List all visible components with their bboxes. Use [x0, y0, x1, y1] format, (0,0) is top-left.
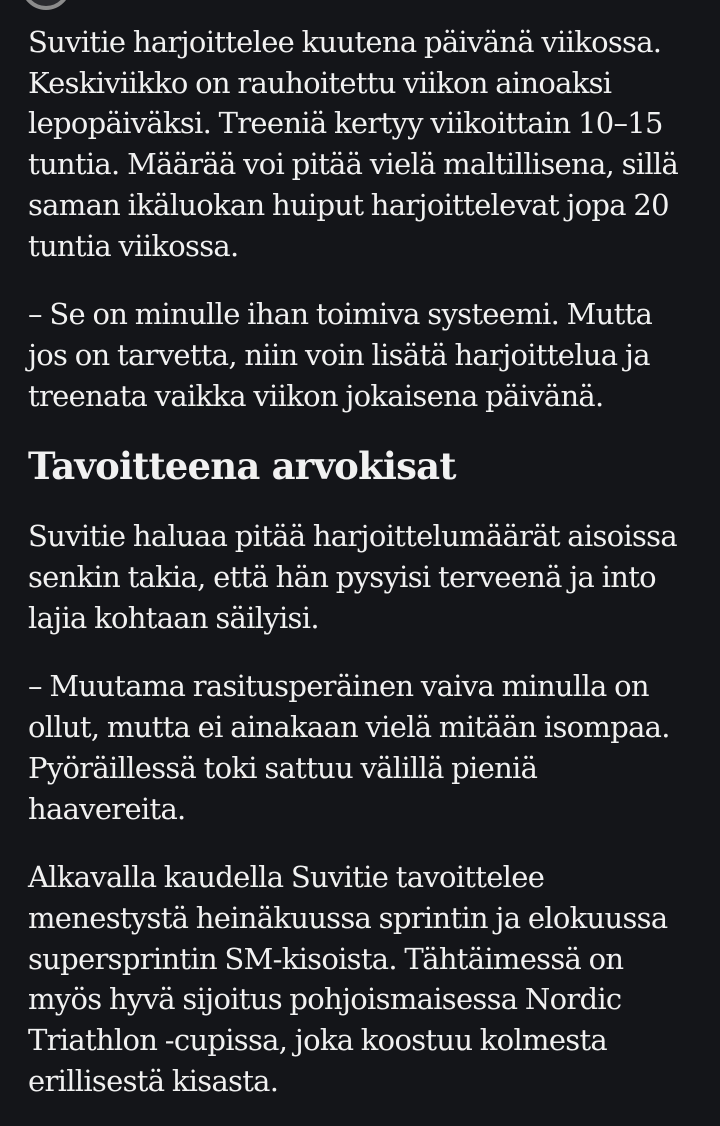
paragraph-quote-system: – Se on minulle ihan toimiva systeemi. Mutta jos on tarvetta, niin voin lisätä harjoittelua ja treenata vaikka viikon jokaisena päivänä. [28, 297, 653, 413]
article-body [28, 22, 708, 1126]
section-heading: Tavoitteena arvokisat [28, 444, 456, 489]
paragraph-training-balance: Suvitie haluaa pitää harjoittelumäärät aisoissa senkin takia, että hän pysyisi terveenä ja into lajia kohtaan säilyisi. [28, 519, 677, 635]
paragraph-training-schedule: Suvitie harjoittelee kuutena päivänä viikossa. Keskiviikko on rauhoitettu viikon ainoaksi lepopäiväksi. Treeniä kertyy viikoittain 10–15 tuntia. Määrää voi pitää vielä maltillisena, sillä saman ikäluokan huiput harjoittelevat jopa 20 tuntia viikossa. [28, 25, 679, 263]
paragraph-season-goals: Alkavalla kaudella Suvitie tavoittelee menestystä heinäkuussa sprintin ja elokuussa supersprintin SM-kisoista. Tähtäimessä on myös hyvä sijoitus pohjoismaisessa Nordic Triathlon -cupissa, joka koostuu kolmesta erillisestä kisasta. [28, 860, 668, 1098]
scroll-up-button[interactable] [21, 0, 71, 10]
paragraph-quote-injuries: – Muutama rasitusperäinen vaiva minulla on ollut, mutta ei ainakaan vielä mitään isompaa. Pyöräillessä toki sattuu välillä pieniä haavereita. [28, 669, 670, 826]
